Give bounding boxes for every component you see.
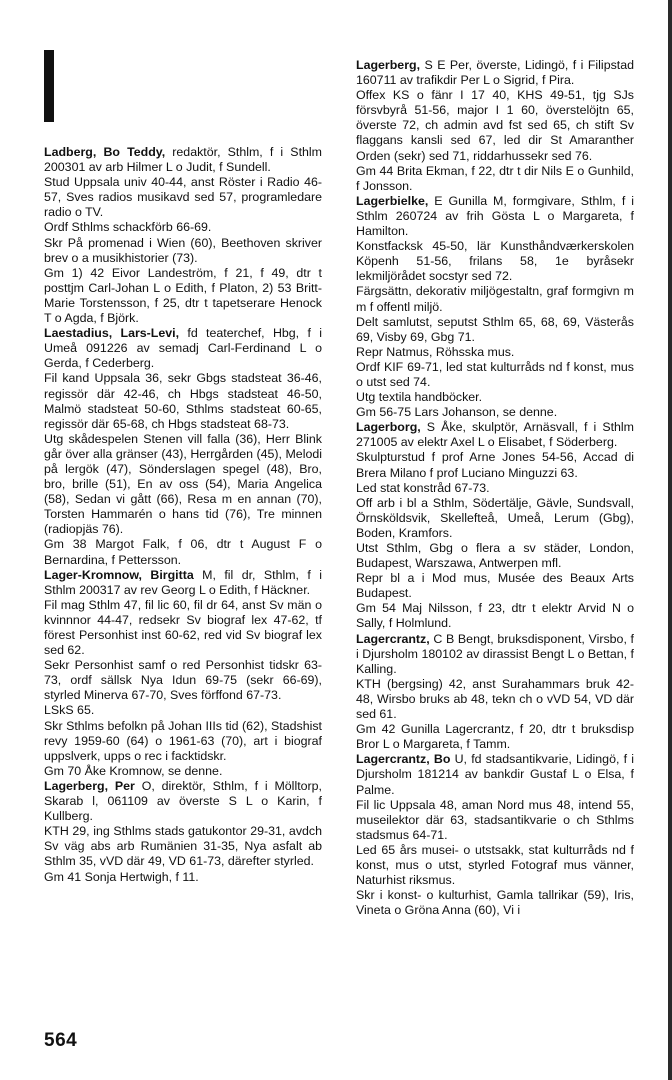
- entry-paragraph: [44, 236, 322, 266]
- entry-paragraph: [44, 266, 322, 326]
- entry-text: Gm 44 Brita Ekman, f 22, dtr t dir Nils E o Gunhild, f Jonsson.: [356, 163, 634, 193]
- entry-name: Lagerberg,: [356, 58, 421, 72]
- entry-text: Utg skådespelen Stenen vill falla (36), Herr Blink går över alla gränser (43), Herrgården (45), Melodi på lergök (47), Sönderslagen spegel (48), Bro, bro, brille (51), En av oss (54), Maria Angelica (58), Sedan vi gått (66), Resa m en annan (70), Torsten Hammarén o hans tid (76), Tre minnen (radiopjäs 76).: [44, 431, 322, 537]
- top-margin: [0, 0, 672, 6]
- entry-paragraph: [356, 450, 634, 480]
- entry-text: Skr Sthlms befolkn på Johan IIIs tid (62), Stadshist revy 1959-60 (64) o 1961-63 (70), art i biograf uppslverk, upps o rec i facktidskr.: [44, 718, 322, 763]
- entry-text: KTH (bergsing) 42, anst Surahammars bruk 42-48, Wirsbo bruks ab 48, tekn ch o vVD 54, VD där sed 61.: [356, 676, 634, 722]
- entry-name: Lagerbielke,: [356, 193, 429, 208]
- entry-paragraph: [356, 843, 634, 888]
- entry-text: Skr På promenad i Wien (60), Beethoven skriver brev o a musikhistorier (73).: [44, 235, 322, 265]
- entry-heading-paragraph: [356, 194, 634, 239]
- entry-paragraph: [356, 284, 634, 314]
- entry-paragraph: [356, 239, 634, 284]
- entry-text: M, fil dr, Sthlm, f i Sthlm 200317 av rev Georg L o Edith, f Häckner.: [44, 567, 323, 597]
- scan-edge: [668, 0, 672, 1080]
- entry-paragraph: [356, 798, 634, 843]
- entry-name: Lagerborg,: [356, 420, 421, 435]
- entry-paragraph: [44, 537, 322, 567]
- entry-name: Ladberg, Bo Teddy,: [44, 145, 166, 159]
- entry-text: Utst Sthlm, Gbg o flera a sv städer, London, Budapest, Warszawa, Antwerpen mfl.: [356, 541, 634, 571]
- entry-heading-paragraph: [44, 326, 322, 371]
- entry-name: Lager-Kromnow, Birgitta: [44, 567, 194, 582]
- entry-paragraph: [356, 571, 634, 601]
- entry-paragraph: [44, 658, 322, 703]
- entry-paragraph: [44, 764, 322, 779]
- entry-text: Gm 56-75 Lars Johanson, se denne.: [356, 405, 558, 420]
- entry-text: Utg textila handböcker.: [356, 390, 483, 405]
- entry-paragraph: [356, 541, 634, 571]
- entry-name: Lagercrantz,: [356, 631, 430, 646]
- entry-text: Gm 41 Sonja Hertwigh, f 11.: [44, 869, 199, 884]
- entry-text: redaktör, Sthlm, f i Sthlm 200301 av arb Hilmer L o Judit, f Sundell.: [44, 145, 322, 175]
- entry-paragraph: [356, 722, 634, 752]
- entry-paragraph: [44, 220, 322, 235]
- entry-paragraph: [356, 405, 634, 420]
- entry-paragraph: [44, 870, 322, 885]
- entry-text: Led 65 års musei- o utstsakk, stat kulturråds nd f konst, mus o utst, styrled Fotograf mus vänner, Naturhist riksmus.: [356, 842, 634, 888]
- entry-heading-paragraph: [356, 752, 634, 797]
- entry-paragraph: [356, 496, 634, 541]
- entry-text: Stud Uppsala univ 40-44, anst Röster i Radio 46-57, Sves radios musikavd sed 57, programledare radio o TV.: [44, 175, 322, 220]
- entry-text: Gm 38 Margot Falk, f 06, dtr t August F o Bernardina, f Pettersson.: [44, 537, 322, 567]
- entry-text: Repr Natmus, Röhsska mus.: [356, 344, 515, 359]
- entry-text: Delt samlutst, seputst Sthlm 65, 68, 69, Västerås 69, Visby 69, Gbg 71.: [356, 314, 634, 344]
- entry-text: fd teaterchef, Hbg, f i Umeå 091226 av semadj Carl-Ferdinand L o Gerda, f Cederberg.: [44, 326, 322, 371]
- entry-text: U, fd stadsantikvarie, Lidingö, f i Djursholm 181214 av bankdir Gustaf L o Elsa, f Palme.: [356, 752, 634, 797]
- entry-paragraph: [356, 345, 634, 360]
- entry-text: Sekr Personhist samf o red Personhist tidskr 63-73, ordf sällsk Nya Idun 69-75 (sekr 66-69), styrled Minerva 67-70, Sves förffond 67-73.: [44, 658, 322, 703]
- left-column: [44, 145, 322, 885]
- entry-text: S Åke, skulptör, Arnäsvall, f i Sthlm 271005 av elektr Axel L o Elisabet, f Söderberg.: [356, 420, 634, 450]
- entry-text: Fil kand Uppsala 36, sekr Gbgs stadsteat 36-46, regissör där 42-46, ch Hbgs stadsteat 46-50, Malmö stadsteat 50-60, Sthlms stadsteat 60-65, regissör där 65-68, ch Hbgs stadsteat 68-73.: [44, 371, 322, 431]
- entry-paragraph: [356, 481, 634, 496]
- entry-text: C B Bengt, bruksdisponent, Virsbo, f i Djursholm 180102 av dirassist Bengt L o Bettan, f Kalling.: [356, 631, 634, 676]
- entry-paragraph: [44, 598, 322, 658]
- entry-text: Off arb i bl a Sthlm, Södertälje, Gävle, Sundsvall, Örnsköldsvik, Skellefteå, Umeå, Lerum (Gbg), Boden, Kramfors.: [356, 495, 634, 540]
- entry-text: Färgsättn, dekorativ miljögestaltn, graf formgivn m m f offentl miljö.: [356, 284, 634, 314]
- entry-text: Gm 54 Maj Nilsson, f 23, dtr t elektr Arvid N o Sally, f Holmlund.: [356, 601, 634, 631]
- entry-text: Fil lic Uppsala 48, aman Nord mus 48, intend 55, museilektor där 63, stadsantikvarie o ch Sthlms stadsmus 64-71.: [356, 797, 634, 842]
- entry-heading-paragraph: [356, 58, 634, 88]
- entry-text: S E Per, överste, Lidingö, f i Filipstad 160711 av trafikdir Per L o Sigrid, f Pira.: [356, 58, 634, 88]
- entry-paragraph: [44, 432, 322, 538]
- entry-paragraph: [44, 719, 322, 764]
- right-column: [356, 58, 634, 918]
- entry-text: Skr i konst- o kulturhist, Gamla tallrikar (59), Iris, Vineta o Gröna Anna (60), Vi i: [356, 888, 634, 918]
- entry-paragraph: [356, 677, 634, 722]
- entry-paragraph: [44, 371, 322, 431]
- entry-name: Laestadius, Lars-Levi,: [44, 326, 180, 341]
- entry-paragraph: [356, 601, 634, 631]
- entry-heading-paragraph: [44, 568, 322, 598]
- entry-name: Lagerberg, Per: [44, 778, 135, 793]
- entry-heading-paragraph: [44, 779, 322, 824]
- entry-text: Ordf Sthlms schackförb 66-69.: [44, 220, 212, 235]
- entry-heading-paragraph: [356, 420, 634, 450]
- entry-text: Skulpturstud f prof Arne Jones 54-56, Accad di Brera Milano f prof Luciano Minguzzi 63.: [356, 450, 634, 480]
- entry-paragraph: [356, 164, 634, 194]
- entry-text: E Gunilla M, formgivare, Sthlm, f i Sthlm 260724 av frih Gösta L o Margareta, f Hamilton.: [356, 193, 634, 239]
- entry-text: Gm 1) 42 Eivor Landeström, f 21, f 49, dtr t posttjm Carl-Johan L o Edith, f Platon, 2) 53 Britt-Marie Torstensson, f 25, dtr t tapetserare Henock T o Agda, f Björk.: [44, 265, 322, 326]
- entry-paragraph: [44, 703, 322, 718]
- entry-text: Gm 70 Åke Kromnow, se denne.: [44, 763, 223, 778]
- entry-text: KTH 29, ing Sthlms stads gatukontor 29-31, avdch Sv väg abs arb Rumänien 31-35, Nya asfalt ab Sthlm 35, vVD där 49, VD 61-73, därefter styrled.: [44, 824, 322, 869]
- entry-paragraph: [44, 824, 322, 869]
- page-number: 564: [44, 1030, 78, 1051]
- entry-paragraph: [356, 360, 634, 390]
- entry-text: LSkS 65.: [44, 703, 95, 718]
- section-letter-mark: [44, 50, 54, 122]
- entry-text: Led stat konstråd 67-73.: [356, 480, 490, 495]
- entry-text: Fil mag Sthlm 47, fil lic 60, fil dr 64, anst Sv män o kvinnnor 44-47, redsekr Sv biograf lex 47-62, tf förest Personhist inst 60-62, red vid Sv biograf lex sed 62.: [44, 597, 322, 658]
- entry-text: O, direktör, Sthlm, f i Mölltorp, Skarab l, 061109 av överste S L o Karin, f Kullberg.: [44, 778, 322, 824]
- entry-text: Offex KS o fänr I 17 40, KHS 49-51, tjg SJs försvbyrå 51-56, major I 1 60, överstelöjtn 65, överste 72, ch admin avd fst sed 65, ch stift Sv flaggans kansli sed 67, led dir St Amaranther Orden (sekr) sed 71, riddarhussekr sed 76.: [356, 88, 634, 163]
- entry-paragraph: [356, 390, 634, 405]
- entry-heading-paragraph: [356, 632, 634, 677]
- entry-text: Gm 42 Gunilla Lagercrantz, f 20, dtr t bruksdisp Bror L o Margareta, f Tamm.: [356, 722, 634, 752]
- entry-paragraph: [44, 175, 322, 220]
- entry-text: Konstfacksk 45-50, lär Kunsthåndværkerskolen Köpenh 51-56, frilans 58, 1e byråsekr lekmiljörådet socstyr sed 72.: [356, 239, 634, 284]
- entry-text: Ordf KIF 69-71, led stat kulturråds nd f konst, mus o utst sed 74.: [356, 359, 634, 389]
- entry-paragraph: [356, 888, 634, 918]
- entry-paragraph: [356, 88, 634, 163]
- entry-heading-paragraph: [44, 145, 322, 175]
- entry-paragraph: [356, 315, 634, 345]
- entry-text: Repr bl a i Mod mus, Musée des Beaux Arts Budapest.: [356, 571, 634, 601]
- entry-name: Lagercrantz, Bo: [356, 752, 451, 767]
